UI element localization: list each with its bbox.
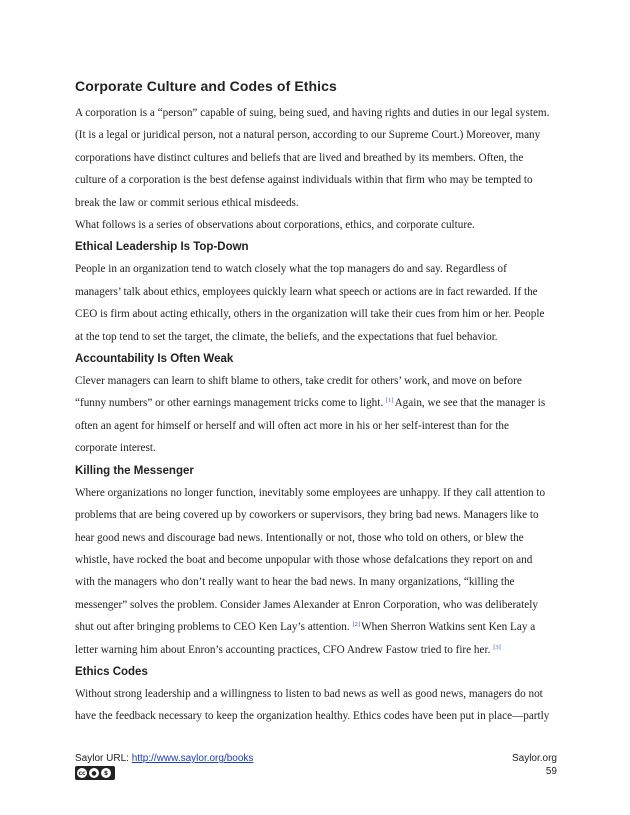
killing-messenger-text-a: Where organizations no longer function, inevitably some employees are unhappy. If they call attention to problems that are being covered up by coworkers or supervisors, they bring bad news. Managers like to hear good news and discourage bad news. Intentionally or not, those who told on others, or blew the whistle, have rocked the boat and become unpopular with those whose defalcations they report on and with the managers who don’t really want to hear the bad news. In many organizations, “killing the messenger” solves the problem. Consider James Alexander at Enron Corporation, who was deliberately shut out after bringing problems to CEO Ken Lay’s attention.	[75, 486, 546, 634]
footer-url-line	[75, 753, 253, 764]
killing-messenger-paragraph	[75, 482, 553, 661]
section-heading-ethics-codes: Ethics Codes	[75, 665, 148, 678]
section-heading-killing-messenger: Killing the Messenger	[75, 464, 194, 477]
page-number: 59	[545, 766, 557, 777]
killing-messenger-text-b: When Sherron Watkins sent Ken Lay a letter warning him about Enron’s accounting practices, CFO Andrew Fastow tried to fire her.	[75, 621, 536, 656]
accountability-paragraph	[75, 370, 553, 460]
footer-org: Saylor.org	[511, 753, 557, 764]
footnote-link-3[interactable]: [3]	[493, 643, 501, 651]
page-content	[75, 78, 553, 728]
accountability-text-a: Clever managers can learn to shift blame to others, take credit for others’ work, and move on before “funny numbers” or other earnings management tricks come to light.	[75, 375, 522, 410]
footer-url-label: Saylor URL:	[75, 753, 132, 764]
creative-commons-badge-icon[interactable]	[75, 766, 115, 780]
section-heading-ethical-leadership: Ethical Leadership Is Top-Down	[75, 241, 249, 254]
ethical-leadership-paragraph: People in an organization tend to watch closely what the top managers do and say. Regardless of managers’ talk about ethics, employees quickly learn what speech or actions are in fact rewarded. If the CEO is firm about acting ethically, others in the organization will take their cues from him or her. People at the top tend to set the target, the climate, the beliefs, and the expectations that fuel behavior.	[75, 263, 545, 343]
section-heading-accountability: Accountability Is Often Weak	[75, 353, 234, 366]
intro-paragraph-1: A corporation is a “person” capable of suing, being sued, and having rights and duties in our legal system. (It is a legal or juridical person, not a natural person, according to our Supreme Court.) Moreover, many corporations have distinct cultures and beliefs that are lived and breathed by its members. Often, the culture of a corporation is the best defense against individuals within that firm who may be tempted to break the law or commit serious ethical misdeeds.	[75, 107, 550, 209]
accountability-text-b: Again, we see that the manager is often an agent for himself or herself and will often act more in his or her self-interest than for the corporate interest.	[75, 397, 546, 455]
saylor-books-link[interactable]: http://www.saylor.org/books	[131, 753, 254, 764]
cc-nc-icon: $	[101, 768, 111, 778]
ethics-codes-paragraph: Without strong leadership and a willingness to listen to bad news as well as good news, managers do not have the feedback necessary to keep the organization healthy. Ethics codes have been put in place—partly	[75, 687, 550, 723]
footnote-link-1[interactable]: [1]	[385, 397, 394, 405]
footnote-link-2[interactable]: [2]	[352, 621, 361, 629]
intro-paragraph-2: What follows is a series of observations about corporations, ethics, and corporate culture.	[75, 219, 475, 232]
cc-by-icon: ●	[89, 768, 99, 778]
page-title: Corporate Culture and Codes of Ethics	[75, 78, 337, 94]
cc-icon: cc	[78, 769, 86, 777]
